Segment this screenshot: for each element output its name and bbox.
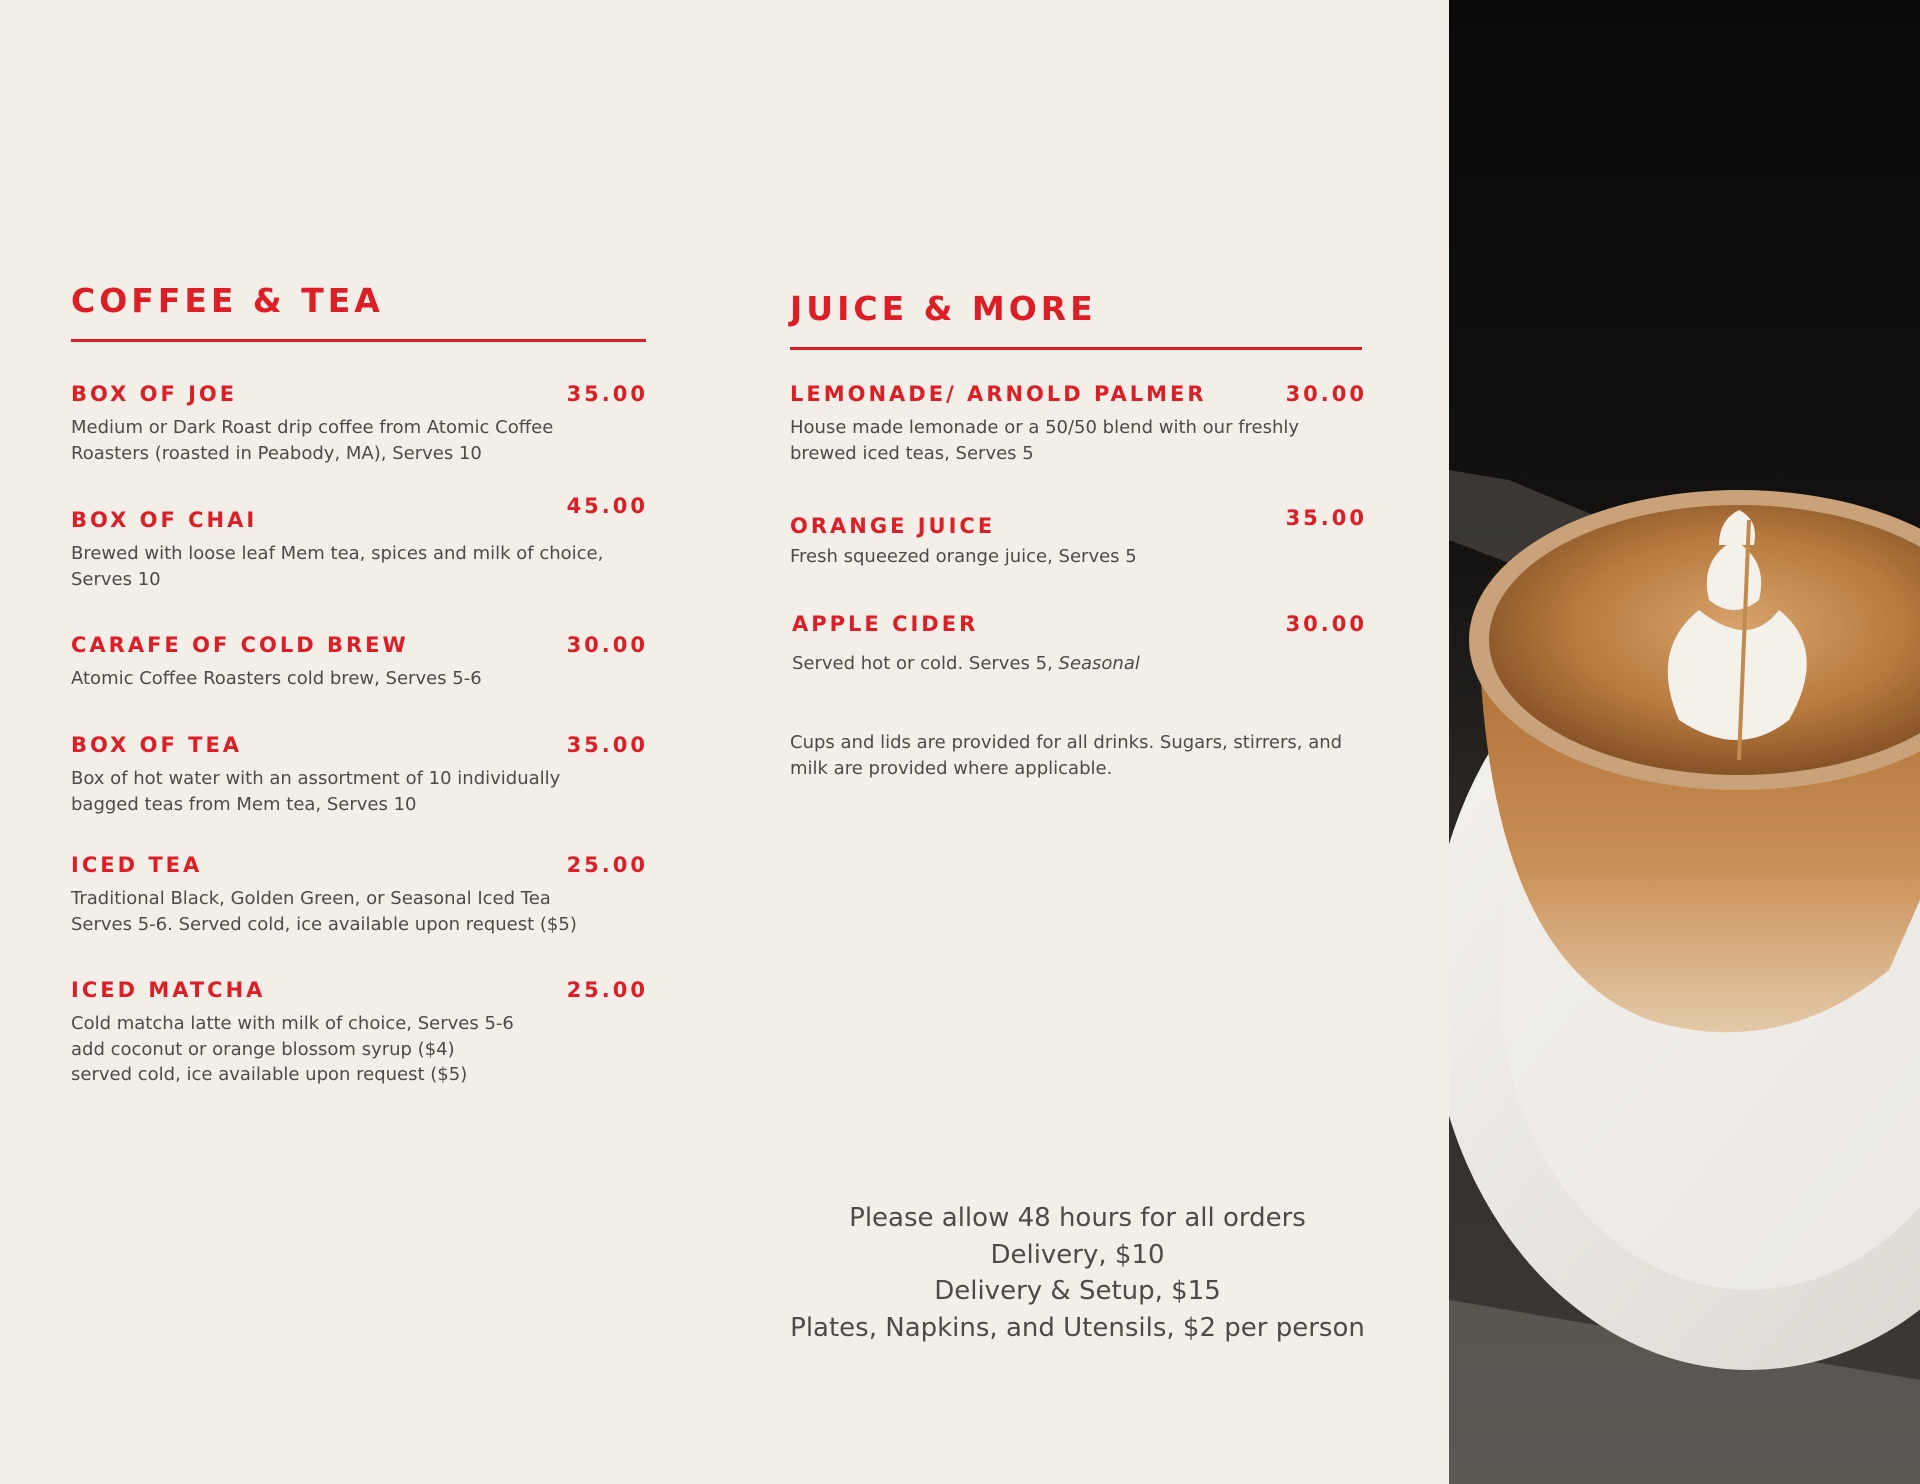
item-description: Atomic Coffee Roasters cold brew, Serves 5-6 — [71, 668, 482, 689]
section-divider — [790, 347, 1362, 350]
item-description: Cold matcha latte with milk of choice, Serves 5-6 add coconut or orange blossom syrup ($4) served cold, ice available upon request ($5) — [71, 1013, 514, 1085]
item-description — [792, 651, 1352, 677]
item-price: 30.00 — [566, 633, 648, 657]
item-description: Medium or Dark Roast drip coffee from Atomic Coffee Roasters (roasted in Peabody, MA), Serves 10 — [71, 417, 554, 464]
item-name: LEMONADE/ ARNOLD PALMER — [790, 382, 1207, 406]
latte-cup-image — [1449, 0, 1920, 1484]
order-info-line: Please allow 48 hours for all orders — [849, 1203, 1306, 1233]
order-info — [760, 1200, 1395, 1346]
item-name: ORANGE JUICE — [790, 514, 996, 538]
order-info-line: Delivery & Setup, $15 — [934, 1276, 1221, 1306]
item-name: APPLE CIDER — [792, 612, 979, 636]
supplies-note: Cups and lids are provided for all drinks. Sugars, stirrers, and milk are provided where applicable. — [790, 732, 1343, 779]
item-description: Fresh squeezed orange juice, Serves 5 — [790, 546, 1137, 567]
latte-photo — [1449, 0, 1920, 1484]
section-divider — [71, 339, 646, 342]
item-name: BOX OF TEA — [71, 733, 243, 757]
item-name: CARAFE OF COLD BREW — [71, 633, 409, 657]
item-price: 25.00 — [566, 853, 648, 877]
item-description-text: Served hot or cold. Serves 5, — [792, 653, 1059, 674]
item-price: 35.00 — [566, 733, 648, 757]
item-description-seasonal: Seasonal — [1058, 653, 1140, 674]
item-price: 25.00 — [566, 978, 648, 1002]
item-name: ICED TEA — [71, 853, 203, 877]
item-price: 35.00 — [1285, 506, 1367, 530]
item-price: 45.00 — [566, 494, 648, 518]
coffee-tea-section — [71, 280, 646, 342]
item-name: BOX OF CHAI — [71, 508, 258, 532]
section-title-juice-more: JUICE & MORE — [790, 289, 1097, 328]
item-price: 30.00 — [1285, 612, 1367, 636]
item-description: Brewed with loose leaf Mem tea, spices and milk of choice, Serves 10 — [71, 543, 604, 590]
juice-more-section — [790, 288, 1363, 350]
item-description: Box of hot water with an assortment of 10 individually bagged teas from Mem tea, Serves 10 — [71, 768, 561, 815]
order-info-line: Delivery, $10 — [990, 1239, 1165, 1270]
item-price: 30.00 — [1285, 382, 1367, 406]
order-info-line: Plates, Napkins, and Utensils, $2 per person — [790, 1312, 1365, 1343]
item-name: ICED MATCHA — [71, 978, 266, 1002]
item-description: Traditional Black, Golden Green, or Seasonal Iced Tea Serves 5-6. Served cold, ice available upon request ($5) — [71, 888, 577, 935]
item-price: 35.00 — [566, 382, 648, 406]
item-name: BOX OF JOE — [71, 382, 238, 406]
section-title-coffee-tea: COFFEE & TEA — [71, 281, 384, 320]
item-description: House made lemonade or a 50/50 blend with our freshly brewed iced teas, Serves 5 — [790, 417, 1300, 464]
